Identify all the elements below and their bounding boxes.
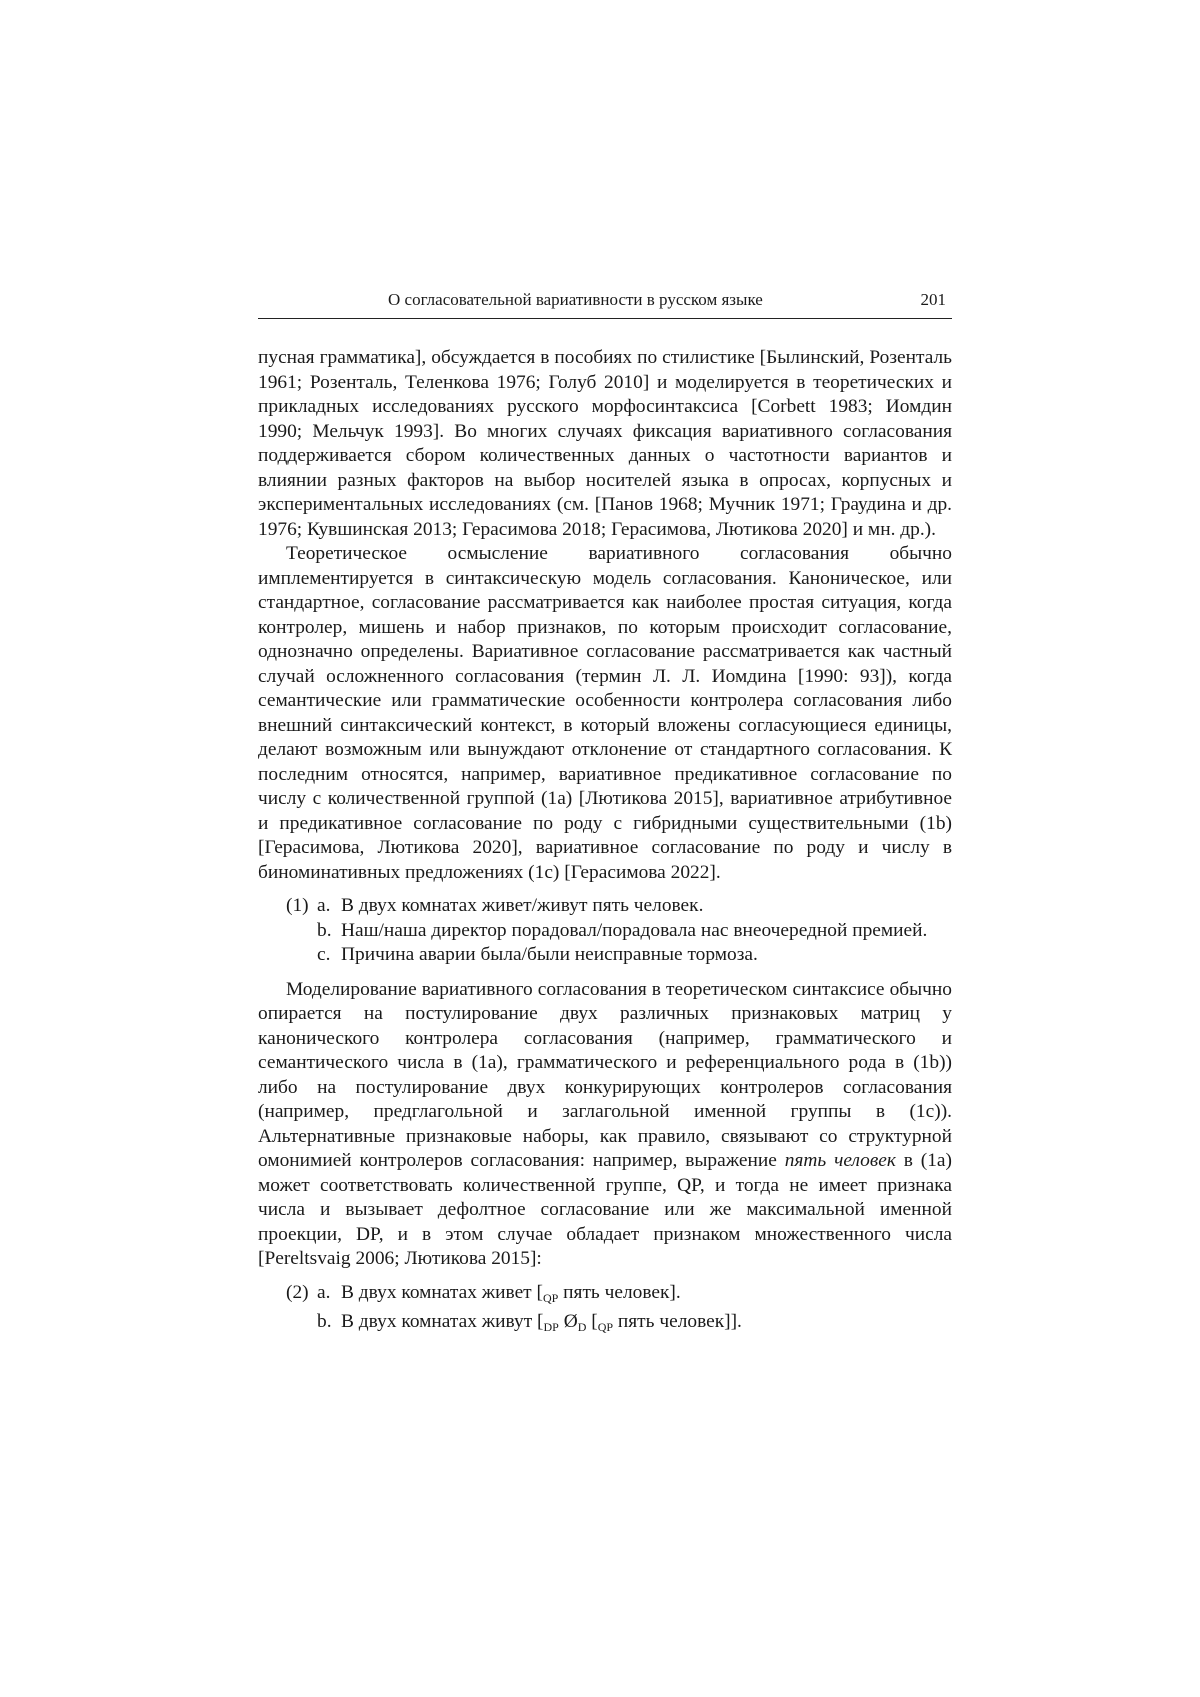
example-sentence: В двух комнатах живут [$_{DP}$ $Ø_D$ [$_{QP}$ пять человек]]. (341, 1311, 742, 1334)
example-letter: a. (317, 1281, 331, 1303)
subscript-label: D (577, 1320, 587, 1334)
subscript-label: QP (542, 1290, 559, 1305)
example-2 (258, 1281, 952, 1340)
example-letter: c. (317, 944, 331, 965)
paragraph-3-start: Моделирование вариативного согласования в теоретическом синтаксисе обычно опирается на постулирование двух различных признаковых матриц у канонического контролера согласования (например, грамматического и семантического числа в (1a), грамматического и референциального рода в (1b)) либо на постулирование двух конкурирующих контролеров согласования (например, предглагольной и заглагольной именной группы в (1c)). Альтернативные признаковые наборы, как правило, связывают со структурной омонимией контролеров согласования: например, выражение (258, 978, 952, 1171)
example-1-item-a (258, 894, 952, 919)
example-2-item-a (258, 1281, 952, 1311)
subscript-label: QP (597, 1320, 614, 1334)
running-header (258, 290, 952, 319)
example-sentence: В двух комнатах живет/живут пять человек. (341, 895, 704, 916)
example-letter: a. (317, 895, 331, 916)
example-1 (258, 894, 952, 968)
subscript-label: DP (543, 1320, 559, 1334)
example-1-item-c (258, 943, 952, 968)
paragraph-2: Теоретическое осмысление вариативного согласования обычно имплементируется в синтаксическую модель согласования. Каноническое, или стандартное, согласование рассматривается как наиболее простая ситуация, когда контролер, мишень и набор признаков, по которым происходит согласование, однозначно определены. Вариативное согласование рассматривается как частный случай осложненного согласования (термин Л. Л. Иомдина [1990: 93]), когда семантические или грамматические особенности контролера согласования либо внешний синтаксический контекст, в который вложены согласующиеся единицы, делают возможным или вынуждают отклонение от стандартного согласования. К последним относятся, например, вариативное предикативное согласование по числу с количественной группой (1a) [Лютикова 2015], вариативное атрибутивное и предикативное согласование по роду с гибридными существительными (1b) [Герасимова, Лютикова 2020], вариативное согласование по роду и числу в биноминативных предложениях (1c) [Герасимова 2022]. (258, 543, 952, 883)
paragraph-1: пусная грамматика], обсуждается в пособиях по стилистике [Былинский, Розенталь 1961; Розенталь, Теленкова 1976; Голуб 2010] и моделируется в теоретических и прикладных исследованиях русского морфосинтаксиса [Corbett 1983; Иомдин 1990; Мельчук 1993]. Во многих случаях фиксация вариативного согласования поддерживается сбором количественных данных о частотности вариантов и влиянии разных факторов на выбор носителей языка в опросах, корпусных и экспериментальных исследованиях (см. [Панов 1968; Мучник 1971; Граудина и др. 1976; Кувшинская 2013; Герасимова 2018; Герасимова, Лютикова 2020] и мн. др.). (258, 347, 952, 540)
example-number: (2) (286, 1281, 309, 1303)
example-1-item-b (258, 919, 952, 944)
page-number: 201 (920, 290, 946, 309)
paragraph-3-italic-phrase: пять человек (784, 1150, 896, 1171)
example-letter: b. (317, 919, 332, 941)
example-number: (1) (286, 895, 309, 916)
example-letter: b. (317, 1311, 332, 1332)
paragraph-3-end: в (1a) может соответствовать количественной группе, QP, и тогда не имеет признака числа и вызывает дефолтное согласование или же максимальной именной проекции, DP, и в этом случае обладает признаком множественного числа [Pereltsvaig 2006; Лютикова 2015]: (258, 1150, 952, 1269)
example-2-item-b (258, 1310, 952, 1340)
example-sentence: Наш/наша директор порадовал/порадовала нас внеочередной премией. (341, 919, 928, 941)
paragraph-3 (258, 978, 952, 1272)
example-sentence: В двух комнатах живет [$_{QP}$ пять человек]. (341, 1281, 681, 1305)
running-title: О согласовательной вариативности в русском языке (388, 290, 763, 309)
example-sentence: Причина аварии была/были неисправные тормоза. (341, 944, 758, 965)
body-text (258, 346, 952, 1350)
